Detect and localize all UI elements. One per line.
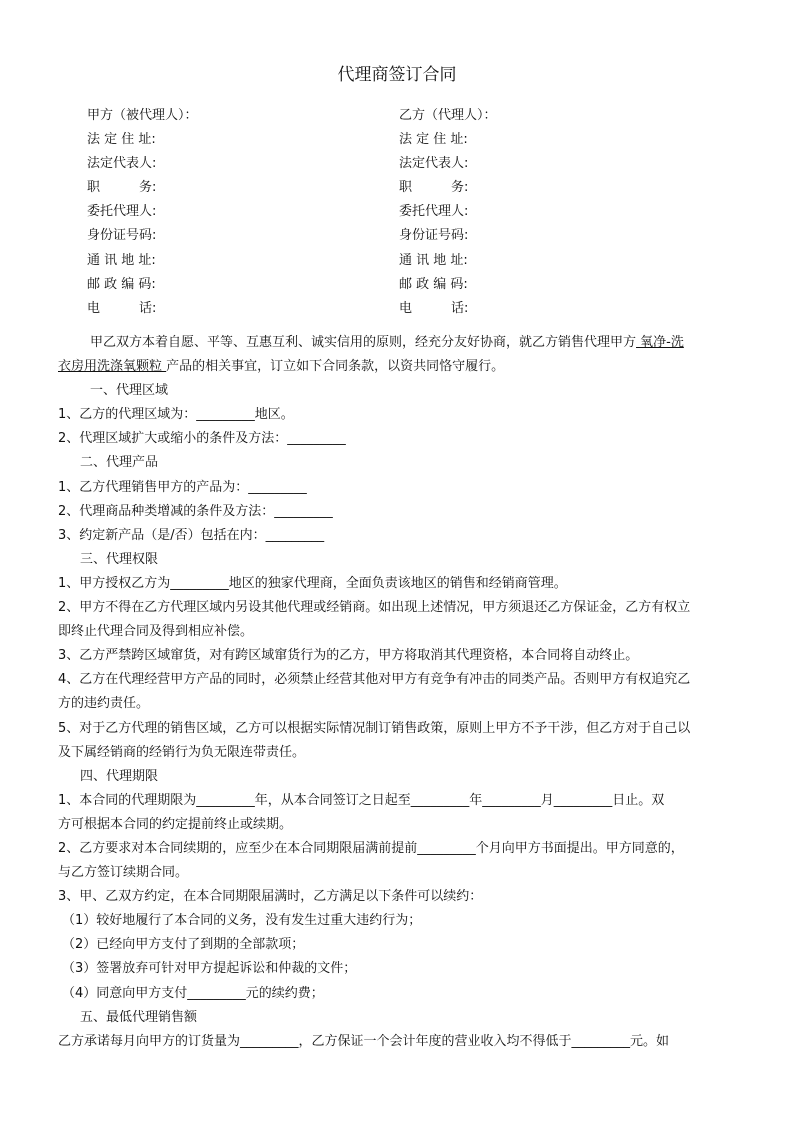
party-a-field-label: 身份证号码:	[87, 228, 157, 244]
clause-line: 3、甲、乙双方约定，在本合同期限届满时，乙方满足以下条件可以续约：	[58, 889, 483, 905]
section-heading: 一、代理区域	[90, 383, 169, 399]
party-b-header: 乙方（代理人）：	[399, 108, 497, 123]
party-b-field-label: 身份证号码:	[399, 228, 469, 244]
intro-text: 甲乙双方本着自愿、平等、互惠互利、诚实信用的原则，经充分友好协商，就乙方销售代理甲方	[90, 335, 637, 350]
party-a-field-label: 委托代理人:	[87, 204, 157, 220]
clause-line: 3、约定新产品（是/否）包括在内：_________	[58, 527, 325, 543]
clause-line: 方可根据本合同的约定提前终止或续期。	[58, 816, 293, 832]
clause-line: 1、本合同的代理期限为_________年，从本合同签订之日起至_________年_________月_________日止。双	[58, 792, 665, 808]
party-a-field-label: 邮 政 编 码:	[87, 276, 156, 292]
clause-line: 2、甲方不得在乙方代理区域内另设其他代理或经销商。如出现上述情况，甲方须退还乙方保证金，乙方有权立	[58, 600, 691, 616]
clause-line: 2、乙方要求对本合同续期的，应至少在本合同期限届满前提前_________个月向甲方书面提出。甲方同意的，	[58, 840, 684, 856]
clause-line: 5、对于乙方代理的销售区域，乙方可以根据实际情况制订销售政策，原则上甲方不予干涉，但乙方对于自己以	[58, 720, 691, 736]
clause-line: （2）已经向甲方支付了到期的全部款项；	[62, 937, 305, 953]
clause-line: 1、乙方的代理区域为：_________地区。	[58, 407, 294, 423]
contract-body	[58, 331, 738, 1054]
clause-line: 4、乙方在代理经营甲方产品的同时，必须禁止经营其他对甲方有竞争有冲击的同类产品。否则甲方有权追究乙	[58, 672, 691, 688]
intro-paragraph-line-1	[58, 331, 738, 355]
clause-line: 乙方承诺每月向甲方的订货量为_________，乙方保证一个会计年度的营业收入均不得低于_________元。如	[58, 1033, 670, 1049]
party-b-field-label: 委托代理人:	[399, 204, 469, 220]
intro-paragraph-line-2	[58, 355, 738, 379]
party-b-field-label: 邮 政 编 码:	[399, 276, 468, 292]
clause-line: 2、代理区域扩大或缩小的条件及方法：_________	[58, 431, 346, 447]
section-heading: 四、代理期限	[80, 768, 159, 784]
clause-line: 1、乙方代理销售甲方的产品为：_________	[58, 479, 307, 495]
section-heading: 五、最低代理销售额	[80, 1009, 198, 1025]
section-heading: 二、代理产品	[80, 455, 159, 471]
clause-line: （3）签署放弃可针对甲方提起诉讼和仲裁的文件；	[62, 961, 357, 977]
party-b-field-label: 法 定 住 址:	[399, 132, 468, 147]
document-title: 代理商签订合同	[337, 65, 457, 85]
clause-line: 2、代理商品种类增减的条件及方法：_________	[58, 503, 333, 519]
clause-line: 1、甲方授权乙方为_________地区的独家代理商，全面负责该地区的销售和经销商管理。	[58, 575, 567, 591]
party-a-field-label: 通 讯 地 址:	[87, 252, 156, 268]
clause-line: 即终止代理合同及得到相应补偿。	[58, 624, 254, 640]
clause-line: （4）同意向甲方支付_________元的续约费；	[62, 985, 324, 1001]
party-a-field-label: 法 定 住 址:	[87, 132, 156, 147]
clause-line: 与乙方签订续期合同。	[58, 865, 189, 881]
product-name-continued: 衣房用洗涤氧颗粒	[58, 359, 167, 375]
party-b-field-label: 法定代表人:	[399, 156, 469, 172]
party-a-header: 甲方（被代理人）：	[87, 108, 198, 123]
party-b-field-label: 职 务:	[399, 180, 469, 196]
party-a-field-label: 法定代表人:	[87, 156, 157, 172]
party-b-field-label: 通 讯 地 址:	[399, 252, 468, 268]
party-a-field-label: 电 话:	[87, 300, 157, 316]
section-heading: 三、代理权限	[80, 551, 159, 567]
clause-line: 方的违约责任。	[58, 696, 150, 712]
party-b-field-label: 电 话:	[399, 300, 469, 316]
clause-line: 3、乙方严禁跨区域窜货，对有跨区域窜货行为的乙方，甲方将取消其代理资格，本合同将自动终止。	[58, 648, 639, 664]
intro-text-continued: 产品的相关事宜，订立如下合同条款，以资共同恪守履行。	[166, 359, 505, 375]
clause-line: 及下属经销商的经销行为负无限连带责任。	[58, 744, 306, 760]
clause-line: （1）较好地履行了本合同的义务，没有发生过重大违约行为；	[62, 913, 422, 929]
product-name: 氧净-洗	[636, 335, 684, 350]
party-a-field-label: 职 务:	[87, 180, 157, 196]
